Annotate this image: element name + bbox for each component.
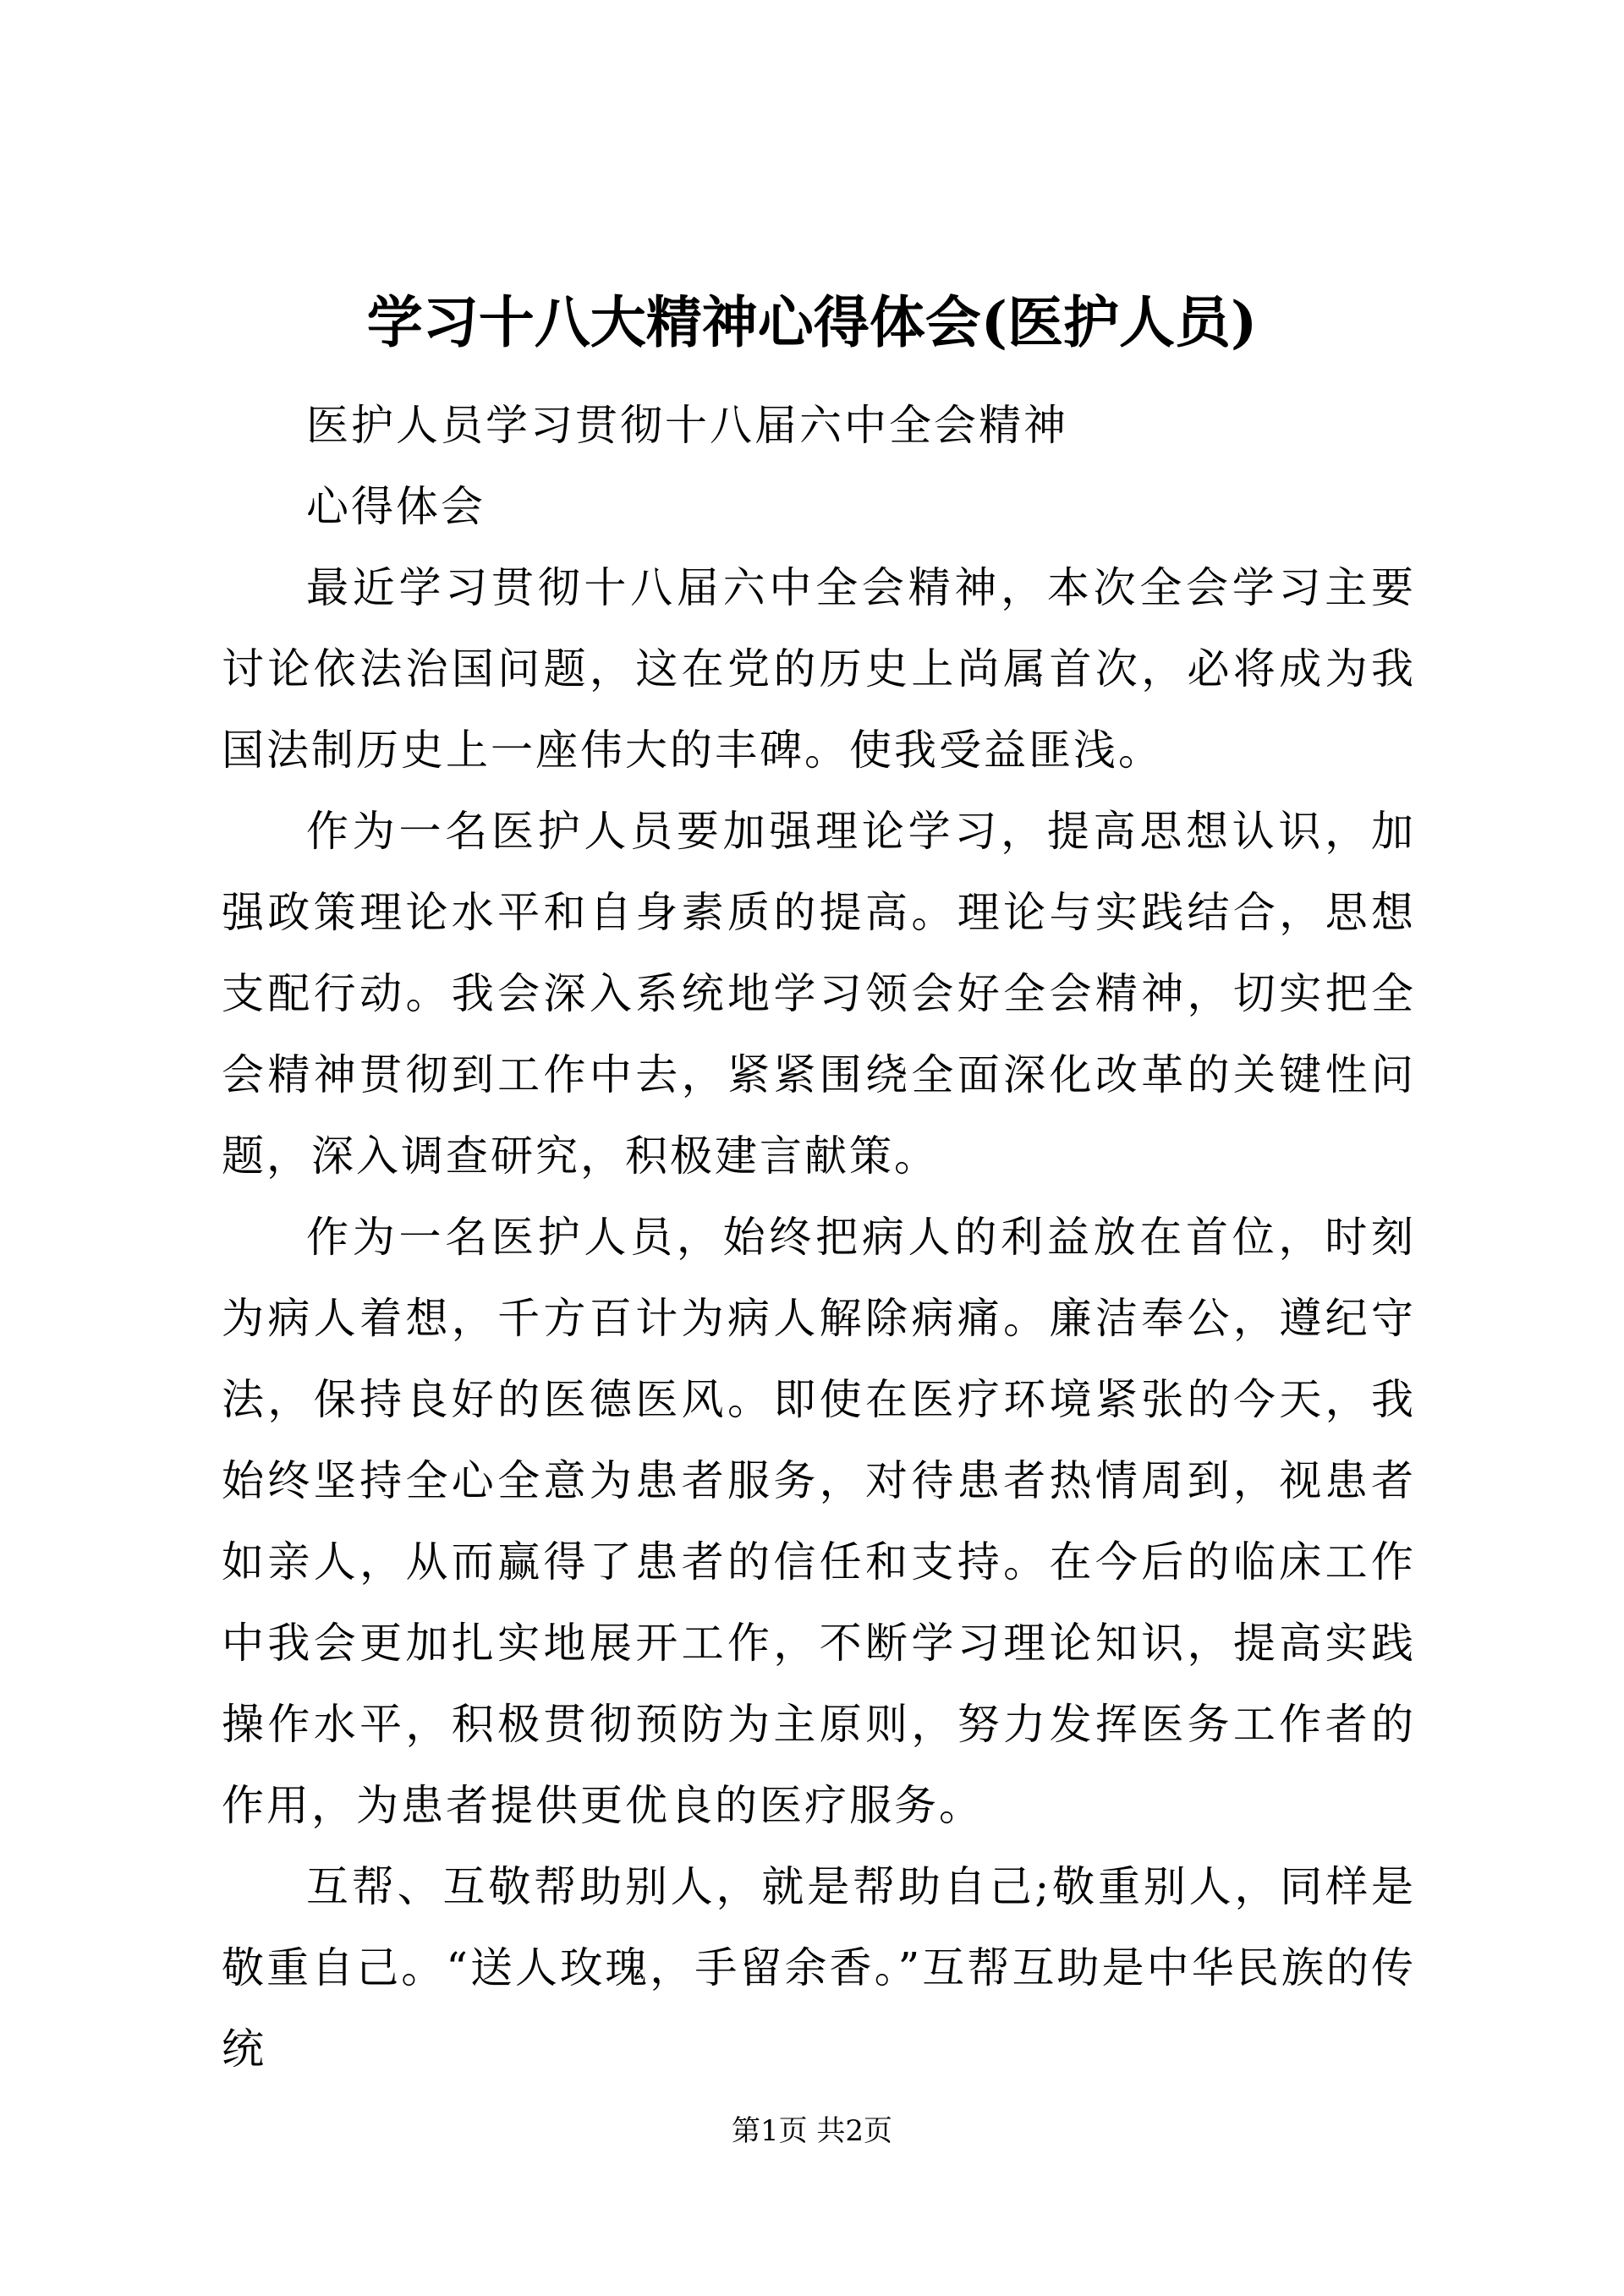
subtitle-line-2: 心得体会 (306, 482, 486, 531)
subtitle-line-1: 医护人员学习贯彻十八届六中全会精神 (306, 401, 1068, 450)
paragraph-4: 互帮、互敬帮助别人，就是帮助自己;敬重别人，同样是敬重自己。“送人玫瑰，手留余香。”互帮互助是中华民族的传统 (222, 1862, 1416, 2074)
document-title: 学习十八大精神心得体会(医护人员) (366, 289, 1258, 355)
paragraph-2: 作为一名医护人员要加强理论学习，提高思想认识，加强政策理论水平和自身素质的提高。理论与实践结合，思想支配行动。我会深入系统地学习领会好全会精神，切实把全会精神贯彻到工作中去，紧紧围绕全面深化改革的关键性问题，深入调查研究，积极建言献策。 (222, 807, 1416, 1181)
document-body (222, 385, 1416, 2090)
paragraph-1: 最近学习贯彻十八届六中全会精神，本次全会学习主要讨论依法治国问题，这在党的历史上尚属首次，必将成为我国法制历史上一座伟大的丰碑。使我受益匪浅。 (222, 563, 1416, 775)
page-footer: 第1页 共2页 (731, 2114, 893, 2148)
paragraph-3: 作为一名医护人员，始终把病人的利益放在首位，时刻为病人着想，千方百计为病人解除病痛。廉洁奉公，遵纪守法，保持良好的医德医风。即使在医疗环境紧张的今天，我始终坚持全心全意为患者服务，对待患者热情周到，视患者如亲人，从而赢得了患者的信任和支持。在今后的临床工作中我会更加扎实地展开工作，不断学习理论知识，提高实践操作水平，积极贯彻预防为主原则，努力发挥医务工作者的作用，为患者提供更优良的医疗服务。 (222, 1213, 1416, 1830)
